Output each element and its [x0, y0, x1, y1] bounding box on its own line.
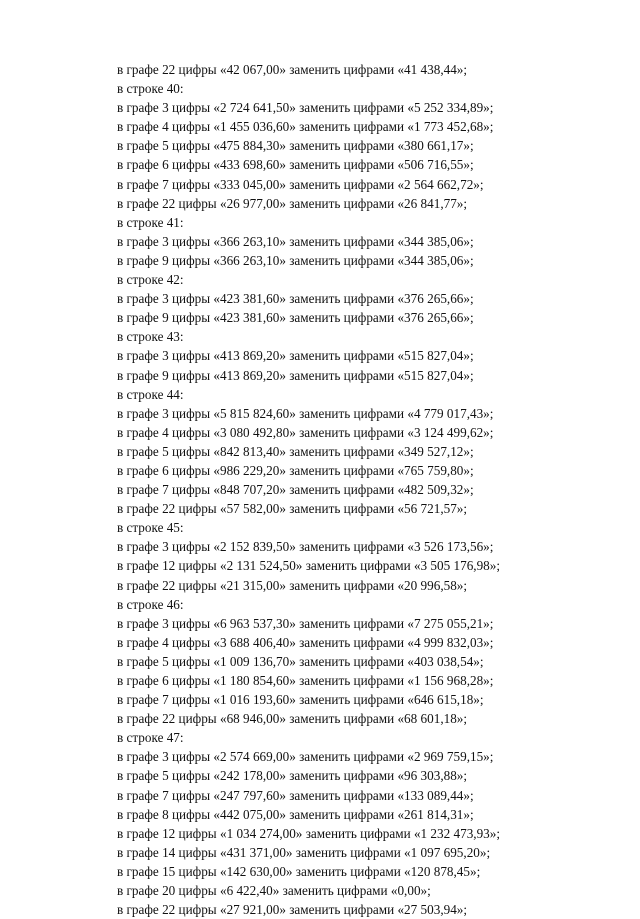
document-line: в графе 3 цифры «2 724 641,50» заменить цифрами «5 252 334,89»; [117, 100, 494, 116]
document-line: в графе 3 цифры «2 152 839,50» заменить цифрами «3 526 173,56»; [117, 539, 494, 555]
document-line: в строке 43: [117, 329, 184, 345]
document-line: в графе 3 цифры «2 574 669,00» заменить цифрами «2 969 759,15»; [117, 749, 494, 765]
document-line: в графе 7 цифры «333 045,00» заменить цифрами «2 564 662,72»; [117, 176, 484, 192]
document-line: в графе 9 цифры «366 263,10» заменить цифрами «344 385,06»; [117, 252, 474, 268]
document-line: в графе 4 цифры «1 455 036,60» заменить цифрами «1 773 452,68»; [117, 119, 494, 135]
document-line: в графе 3 цифры «423 381,60» заменить цифрами «376 265,66»; [117, 291, 474, 307]
document-line: в строке 42: [117, 272, 184, 288]
document-line: в строке 46: [117, 596, 184, 612]
document-line: в строке 44: [117, 386, 184, 402]
document-line: в графе 9 цифры «423 381,60» заменить цифрами «376 265,66»; [117, 310, 474, 326]
document-line: в графе 12 цифры «1 034 274,00» заменить цифрами «1 232 473,93»; [117, 825, 501, 841]
document-line: в графе 22 цифры «21 315,00» заменить цифрами «20 996,58»; [117, 577, 468, 593]
document-line: в графе 4 цифры «3 080 492,80» заменить цифрами «3 124 499,62»; [117, 424, 494, 440]
document-line: в графе 20 цифры «6 422,40» заменить цифрами «0,00»; [117, 883, 431, 899]
document-line: в графе 3 цифры «413 869,20» заменить цифрами «515 827,04»; [117, 348, 474, 364]
document-line: в графе 5 цифры «842 813,40» заменить цифрами «349 527,12»; [117, 443, 474, 459]
document-line: в графе 12 цифры «2 131 524,50» заменить цифрами «3 505 176,98»; [117, 558, 501, 574]
document-line: в графе 7 цифры «1 016 193,60» заменить цифрами «646 615,18»; [117, 692, 484, 708]
document-line: в графе 6 цифры «433 698,60» заменить цифрами «506 716,55»; [117, 157, 474, 173]
document-line: в графе 22 цифры «57 582,00» заменить цифрами «56 721,57»; [117, 501, 468, 517]
document-line: в графе 22 цифры «42 067,00» заменить цифрами «41 438,44»; [117, 62, 468, 77]
document-line: в строке 40: [117, 81, 184, 97]
document-line: в графе 6 цифры «986 229,20» заменить цифрами «765 759,80»; [117, 462, 474, 478]
document-line: в графе 3 цифры «6 963 537,30» заменить цифрами «7 275 055,21»; [117, 615, 494, 631]
document-line: в графе 7 цифры «247 797,60» заменить цифрами «133 089,44»; [117, 787, 474, 803]
document-line: в графе 4 цифры «3 688 406,40» заменить цифрами «4 999 832,03»; [117, 634, 494, 650]
document-line: в графе 9 цифры «413 869,20» заменить цифрами «515 827,04»; [117, 367, 474, 383]
document-line: в графе 14 цифры «431 371,00» заменить цифрами «1 097 695,20»; [117, 844, 491, 860]
document-body [117, 60, 627, 919]
document-line: в графе 3 цифры «5 815 824,60» заменить цифрами «4 779 017,43»; [117, 405, 494, 421]
document-line: в графе 5 цифры «475 884,30» заменить цифрами «380 661,17»; [117, 138, 474, 154]
document-line: в графе 6 цифры «1 180 854,60» заменить цифрами «1 156 968,28»; [117, 673, 494, 688]
document-line: в графе 5 цифры «242 178,00» заменить цифрами «96 303,88»; [117, 768, 468, 784]
document-line: в графе 15 цифры «142 630,00» заменить цифрами «120 878,45»; [117, 863, 481, 879]
document-line: в графе 8 цифры «442 075,00» заменить цифрами «261 814,31»; [117, 806, 474, 822]
document-line: в графе 3 цифры «366 263,10» заменить цифрами «344 385,06»; [117, 233, 474, 249]
document-line: в графе 7 цифры «848 707,20» заменить цифрами «482 509,32»; [117, 482, 474, 498]
document-line: в графе 5 цифры «1 009 136,70» заменить цифрами «403 038,54»; [117, 653, 484, 669]
document-line: в строке 41: [117, 214, 184, 230]
document-line: в графе 22 цифры «27 921,00» заменить цифрами «27 503,94»; [117, 902, 468, 918]
document-line: в строке 47: [117, 730, 184, 746]
document-line: в строке 45: [117, 520, 184, 536]
document-line: в графе 22 цифры «26 977,00» заменить цифрами «26 841,77»; [117, 195, 468, 211]
document-line: в графе 22 цифры «68 946,00» заменить цифрами «68 601,18»; [117, 711, 468, 727]
